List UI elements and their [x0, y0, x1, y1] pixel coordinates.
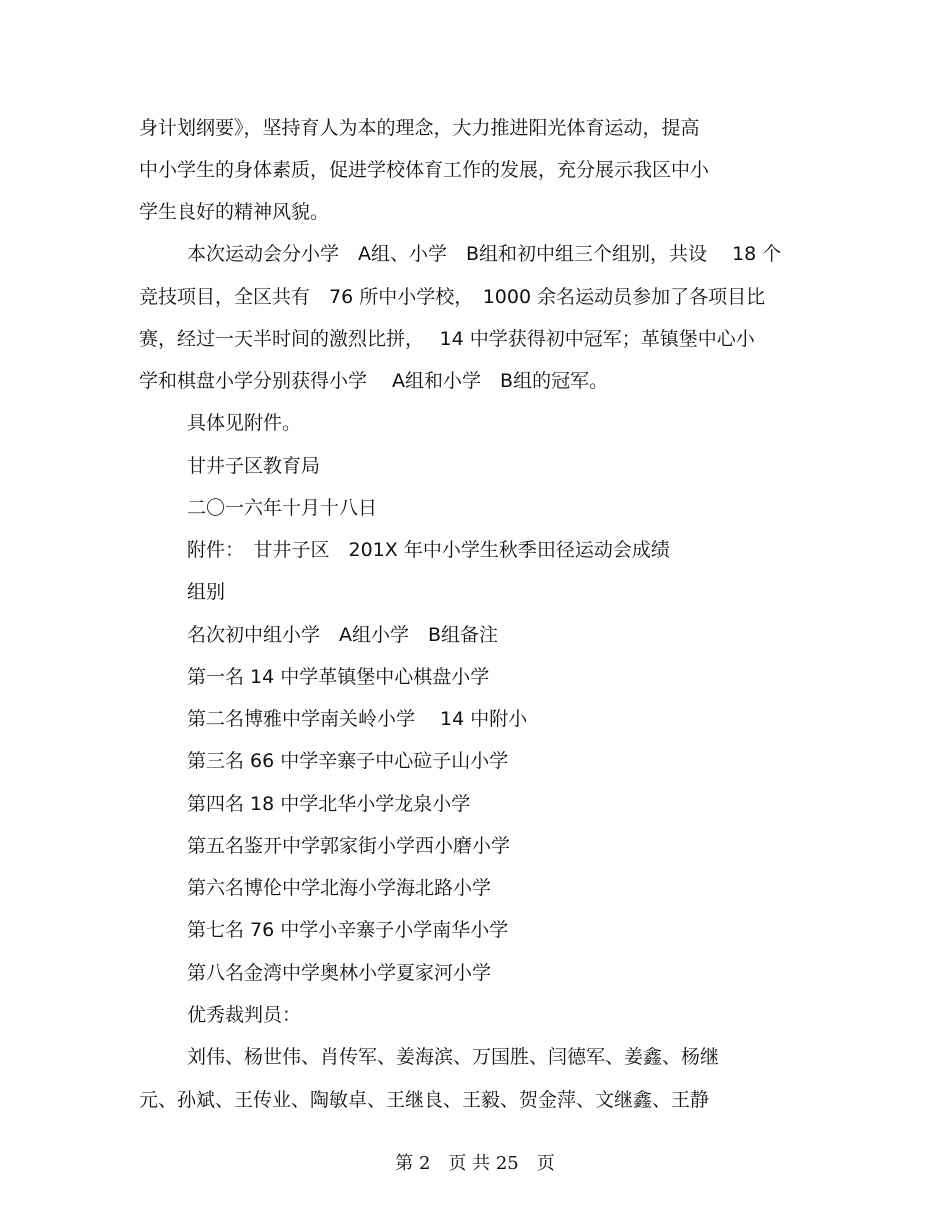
- results-header: 名次初中组小学 A组小学 B组备注: [187, 624, 499, 646]
- referees-line-2: 元、孙斌、王传业、陶敏卓、王继良、王毅、贺金萍、文继鑫、王静: [139, 1089, 710, 1111]
- intro-line-3: 学生良好的精神风貌。: [139, 201, 330, 223]
- summary-line-4: 学和棋盘小学分别获得小学 A组和小学 B组的冠军。: [139, 370, 609, 392]
- attachment-line: 附件： 甘井子区 201X 年中小学生秋季田径运动会成绩: [187, 539, 670, 561]
- intro-line-1: 身计划纲要》，坚持育人为本的理念，大力推进阳光体育运动，提高: [139, 117, 700, 139]
- date-line: 二〇一六年十月十八日: [187, 497, 378, 519]
- details-line: 具体见附件。: [187, 412, 302, 434]
- results-row: 第一名 14 中学革镇堡中心棋盘小学: [187, 666, 490, 688]
- results-row: 第三名 66 中学辛寨子中心砬子山小学: [187, 750, 509, 772]
- group-label: 组别: [187, 581, 226, 603]
- issuer-line: 甘井子区教育局: [187, 455, 321, 477]
- referees-line-1: 刘伟、杨世伟、肖传军、姜海滨、万国胜、闫德军、姜鑫、杨继: [187, 1046, 720, 1068]
- intro-line-2: 中小学生的身体素质，促进学校体育工作的发展，充分展示我区中小: [139, 159, 710, 181]
- results-row: 第五名鉴开中学郭家街小学西小磨小学: [187, 835, 511, 857]
- summary-line-1: 本次运动会分小学 A组、小学 B组和初中组三个组别，共设 18 个: [187, 243, 782, 265]
- results-row: 第七名 76 中学小辛寨子小学南华小学: [187, 919, 509, 941]
- page-footer: 第 2 页 共 25 页: [395, 1153, 555, 1174]
- summary-line-2: 竞技项目，全区共有 76 所中小学校， 1000 余名运动员参加了各项目比: [139, 286, 766, 308]
- results-row: 第二名博雅中学南关岭小学 14 中附小: [187, 708, 528, 730]
- referees-label: 优秀裁判员：: [187, 1004, 302, 1026]
- results-row: 第八名金湾中学奥林小学夏家河小学: [187, 962, 492, 984]
- summary-line-3: 赛，经过一天半时间的激烈比拼， 14 中学获得初中冠军；革镇堡中心小: [139, 328, 755, 350]
- results-row: 第四名 18 中学北华小学龙泉小学: [187, 793, 471, 815]
- results-row: 第六名博伦中学北海小学海北路小学: [187, 877, 492, 899]
